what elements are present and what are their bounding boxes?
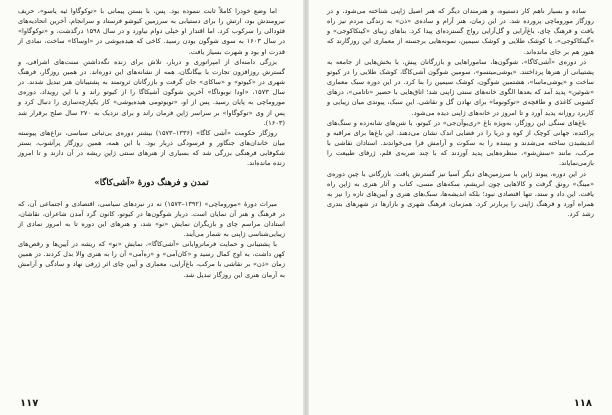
- page-number-left: ۱۱۷: [20, 398, 39, 409]
- left-page: [0, 0, 303, 415]
- left-paragraph-2: بزرگی دامنه‌ای از امپراتوری و دربار، تلاش برای زنده نگه‌داشتن سنت‌های اشرافی، و گسترش روزافزون تجارت با بیگانگان، همه از نشانه‌های این دوره‌اند. در همین روزگار، فرهنگ شهری در «کیوتو» و «ساکای» جان گرفت و بازرگانان ثروتمند به پشتیبانان هنر تبدیل شدند. در سال ۱۵۷۳، «اودا نوبوناگا» آخرین شوگون آشیکاگا را از کیوتو راند و با این رویداد، دوره‌ی موروماچی به پایان رسید. پس از او، «تویوتومی هیده‌یوشی» کار یکپارچه‌سازی را دنبال کرد و پس از وی «توکوگاوا» بر سراسر ژاپن فرمان راند و برای نزدیک به ۲۷۰ سال صلح برقرار شد (۱۶۰۳).: [18, 57, 285, 127]
- right-paragraph-4: در این دوره، پیوند ژاپن با سرزمین‌های دیگر آسیا نیز گسترش یافت. بازرگانی با چین دوره‌ی «مینگ» رونق گرفت و کالاهایی چون ابریشم، سکه‌های مسی، کتاب و آثار هنری به ژاپن راه یافت. این داد و ستد، تنها اقتصادی نبود؛ بلکه اندیشه‌ها، سبک‌های هنری و آیین‌های تازه را نیز به همراه آورد و فرهنگ ژاپنی را پربارتر کرد. همزمان، فرهنگ شهری و بازارها در شهرهای بندری رشد کرد.: [327, 169, 594, 219]
- right-page: [309, 0, 612, 415]
- right-paragraph-2: در دوره‌ی «آشی‌کاگا»، شوگون‌ها، ساموراهایی و بازرگانان پیش، با بخش‌هایی از جامعه به پشتیبانی از هنرها پرداختند. «یوشی‌میتسو»، سومین شوگون آشی‌کاگا، کوشک طلایی را در کیوتو ساخت و «یوشی‌ماسا»، هشتمین شوگون، کوشک سیمین را بنا کرد. در این دوره سبک معماری «شوئین» پدید آمد که بعدها الگوی خانه‌های سنتی ژاپنی شد؛ اتاق‌هایی با حصیر «تاتامی»، درهای کشویی کاغذی و طاقچه‌ی «توکونوما» برای نهادن گل و نقاشی. این سبک، پیوندی میان زیبایی و کاربرد روزانه پدید آورد و تا امروز در خانه‌های ژاپنی دیده می‌شود.: [327, 57, 594, 117]
- left-paragraph-1: اما وضع خودرا کاملاً ثابت ننموده بود. پس، با بستن پیمانی با «توکوگاوا ئیه یاسو»، حریف نیرومندش بود، ارتش را برای دستیابی به سرزمین کیوشو فرستاد و سرانجام، آخرین اتحادیه‌های فئودالی را سرکوب کرد. اما اقتدار او خیلی دوام نیاورد و در سال ۱۵۹۸ درگذشت، و «توکوگاوا» در سال ۱۶۰۳ به سوی شوگون بودن رسید. کاخی که هیده‌یوشی در «اوساکا» ساخت، نمادی از قدرت او بود و شهرت بسیار یافت.: [18, 7, 286, 56]
- section-heading: تمدن و فرهنگ دورهٔ «آشی‌کاگا»: [94, 177, 209, 188]
- page-number-right: ۱۱۸: [573, 398, 592, 409]
- left-paragraph-5: با پشتیبانی و حمایت فرمانروایانی «آشی‌کاگا»، نمایش «نو» که ریشه در آیین‌ها و رقص‌های کهن داشت، به اوج کمال رسید و «کان‌آمی» و «زه‌آمی» آن را به هنری والا بدل کردند. در همین زمان «ذن» بر نقاشی با مرکب، باغ‌آرایی، معماری و آیین چای اثر ژرفی نهاد و سادگی و آرامش به آرمان هنری این روزگار تبدیل شد.: [18, 240, 285, 279]
- left-paragraph-4: میراث دورهٔ «موروماچی» (۱۳۹۲–۱۵۷۳) نه در نبردهای سیاسی، اقتصادی و اجتماعی آن، که در فرهنگ و هنر آن نمایان است. دربار شوگون‌ها در کیوتو، کانون گرد آمدن شاعران، نقاشان، استادان مراسم چای و بازیگران نمایش «نو» شد، و هنرهای این دوره تا به امروز نمادی از زیبایی‌شناسی ژاپنی به شمار می‌آیند.: [18, 199, 285, 238]
- right-paragraph-1: ساده و بسیار ناهم کار دستیوه، و هنرمندان دیگر که هنر اصیل ژاپنی شناخته می‌شود، و در روزگار موروماچی پرورده شد. در این زمان، هنر آرام و ساده‌ی «ذن» به زندگی مردم نیز راه یافت و فرهنگ چای، باغ‌آرایی و گل‌آرایی رواج گسترده‌ای پیدا کرد. بناهای زیبای «کینکاکوجی» و «گینکاکوجی»، یا کوشک طلایی و کوشک سیمین، نمونه‌هایی برجسته از معماری این روزگارند که هنوز هم بر جای مانده‌اند.: [327, 7, 594, 56]
- right-paragraph-3: باغ‌های سنگی این روزگار، به‌ویژه باغ «ری‌یوآن‌جی» در کیوتو، با شن‌های شانه‌زده و سنگ‌های پراکنده، جهانی کوچک از کوه و دریا را در فضایی اندک نشان می‌دهند. این باغ‌ها برای مراقبه و اندیشیدن ساخته می‌شدند و بیننده را به سکوت و آرامش فرا می‌خواندند. استادان نقاشی با مرکب، مانند «سش‌شو»، منظره‌هایی پدید آوردند که با چند ضربه‌ی قلم، ژرفای طبیعت را بازمی‌نمایاند.: [327, 118, 594, 168]
- left-paragraph-3: روزگار حکومت «آشی کاگا» (۱۳۳۶–۱۵۷۳) بیشتر دوره‌ی بی‌ثباتی سیاسی، نزاع‌های پیوسته میان خاندان‌های جنگاور و فرسودگی دربار بود. با این همه، همین روزگار پرآشوب، بستر شکوفایی فرهنگی بزرگی شد که بسیاری از هنرهای سنتی ژاپن ریشه در آن دارند و تا امروز زنده مانده‌اند.: [18, 128, 285, 168]
